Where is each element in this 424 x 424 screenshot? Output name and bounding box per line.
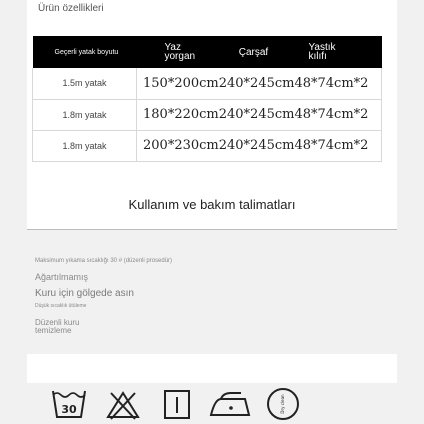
table-row [33, 68, 382, 99]
header-quilt: Yaz yorgan [137, 36, 219, 68]
left-gutter [0, 0, 27, 424]
product-features-title: Ürün özellikleri [38, 3, 104, 14]
care-item-low-iron: Düşük sıcaklık ütüleme [35, 303, 87, 309]
care-item-dry-clean: Düzenli kuru temizleme [35, 318, 80, 335]
table-header-row [33, 36, 382, 68]
cell-sheet: 240*245cm [219, 99, 295, 130]
cell-bed-size: 1.5m yatak [33, 68, 137, 99]
table-row [33, 99, 382, 130]
header-pillowcase: Yastık kılıfı [294, 36, 381, 68]
care-instructions-heading: Kullanım ve bakım talimatları [128, 197, 296, 212]
cell-pillowcase: 48*74cm*2 [294, 99, 381, 130]
do-not-bleach-icon [105, 387, 141, 421]
low-iron-icon [207, 387, 253, 421]
cell-sheet: 240*245cm [219, 68, 295, 99]
header-bed-size: Geçerli yatak boyutu [33, 36, 137, 68]
wash-temp-label: 30 [61, 403, 77, 416]
cell-bed-size: 1.8m yatak [33, 99, 137, 130]
care-instructions-list [27, 230, 397, 354]
care-item-wash-temp: Maksimum yıkama sıcaklığı 30 # (düzenli prosedür) [35, 258, 173, 264]
cell-quilt: 180*220cm [137, 99, 219, 130]
cell-bed-size: 1.8m yatak [33, 130, 137, 161]
care-icons-row [27, 383, 397, 424]
cell-sheet: 240*245cm [219, 130, 295, 161]
cell-pillowcase: 48*74cm*2 [294, 130, 381, 161]
cell-quilt: 150*200cm [137, 68, 219, 99]
size-table [32, 36, 382, 162]
dry-clean-icon [265, 387, 301, 421]
care-item-no-bleach: Ağartılmamış [35, 272, 89, 282]
dry-clean-label: Dry clean [280, 394, 285, 414]
cell-quilt: 200*230cm [137, 130, 219, 161]
dry-in-shade-icon [159, 387, 195, 421]
wash-30-icon [51, 387, 87, 421]
cell-pillowcase: 48*74cm*2 [294, 68, 381, 99]
right-gutter [397, 0, 424, 424]
table-row [33, 130, 382, 161]
care-item-dry-shade: Kuru için gölgede asın [35, 288, 134, 299]
header-sheet: Çarşaf [219, 36, 295, 68]
